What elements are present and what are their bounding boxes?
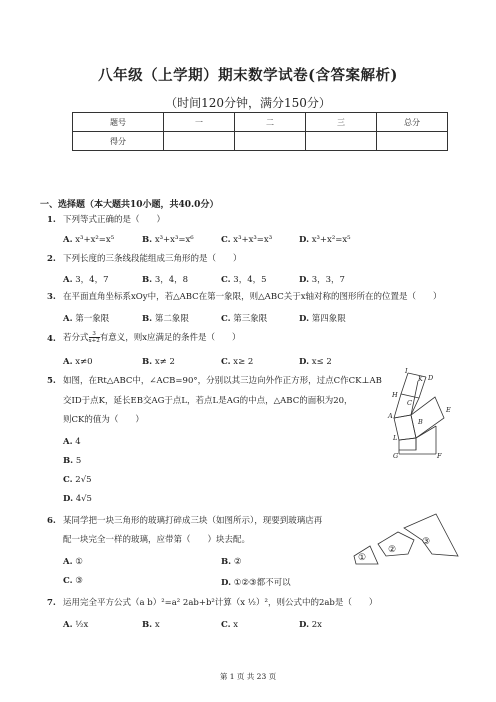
option-letter: D. [299, 357, 310, 367]
table-cell: 题号 [73, 113, 164, 132]
table-row [73, 113, 448, 132]
option-letter: C. [221, 235, 231, 245]
piece-label-1: ① [358, 553, 367, 563]
option-d[interactable] [299, 357, 332, 367]
table-row [73, 132, 448, 151]
question-number: 2. [47, 254, 56, 264]
square-ce [411, 397, 444, 438]
option-letter: B. [63, 456, 74, 466]
option-letter: B. [142, 275, 153, 285]
table-cell [306, 132, 377, 151]
option-text: 2√5 [75, 475, 92, 485]
question-text: 在平面直角坐标系xOy中，若△ABC在第一象限，则△ABC关于x轴对称的图形所在的位置是（ ） [63, 292, 442, 302]
option-text: x³+x²=x⁵ [75, 235, 115, 245]
option-text: x³+x²=x⁵ [311, 235, 351, 245]
option-text: 第三象限 [233, 314, 268, 324]
option-d[interactable] [299, 273, 345, 285]
label-b: B [418, 418, 423, 426]
option-text: 4√5 [75, 494, 92, 504]
table-cell [235, 132, 306, 151]
option-letter: A. [63, 275, 73, 285]
piece-label-2: ② [388, 545, 397, 555]
option-text: x³+x³=x⁶ [154, 235, 194, 245]
option-text: 5 [75, 456, 82, 466]
option-text: x≥ 2 [233, 357, 254, 367]
option-text: ①②③都不可以 [233, 578, 291, 588]
option-a[interactable] [63, 312, 109, 324]
option-b[interactable] [142, 620, 160, 630]
option-text: 3，3，7 [311, 275, 345, 285]
question-text-line: 某同学把一块三角形的玻璃打碎成三块（如图所示），现要到玻璃店再 [63, 516, 323, 526]
option-letter: B. [142, 620, 153, 630]
question-number: 1. [47, 215, 56, 225]
option-b[interactable] [142, 273, 188, 285]
option-letter: B. [142, 357, 153, 367]
option-text: 第二象限 [154, 314, 189, 324]
option-text: ② [233, 557, 242, 567]
edge [411, 381, 418, 415]
edge [401, 373, 408, 394]
option-d[interactable] [221, 576, 291, 588]
option-a[interactable] [63, 235, 114, 245]
option-text: x≠0 [75, 357, 93, 367]
option-letter: C. [221, 620, 231, 630]
option-text: 3，4，7 [75, 275, 109, 285]
square-ag [399, 438, 416, 450]
option-letter: D. [221, 578, 232, 588]
table-cell: 得分 [73, 132, 164, 151]
option-text: ① [75, 557, 83, 567]
option-letter: D. [299, 620, 310, 630]
question-number: 5. [47, 376, 56, 386]
option-b[interactable] [142, 235, 194, 245]
table-cell [377, 132, 448, 151]
edge [416, 426, 436, 438]
table-cell: 一 [164, 113, 235, 132]
table-cell: 三 [306, 113, 377, 132]
option-c[interactable] [221, 235, 272, 245]
option-c[interactable] [63, 475, 92, 485]
option-letter: C. [221, 357, 231, 367]
option-text: x³+x³=x³ [233, 235, 273, 245]
page-title: 八年级（上学期）期末数学试卷(含答案解析) [98, 67, 398, 84]
edge [408, 373, 426, 377]
question-text: 下列等式正确的是（ ） [63, 215, 166, 225]
option-letter: A. [63, 314, 73, 324]
option-letter: A. [63, 557, 73, 567]
label-k: K [418, 375, 423, 383]
label-a: A [388, 412, 393, 420]
question-text-line: 则CK的值为（ ） [63, 415, 144, 425]
question-text-line: 配一块完全一样的玻璃，应带第（ ）块去配。 [63, 535, 251, 545]
label-e: E [446, 406, 451, 414]
broken-glass-figure [352, 510, 462, 566]
option-text: x≤ 2 [311, 357, 332, 367]
table-cell: 二 [235, 113, 306, 132]
option-letter: C. [63, 475, 73, 485]
option-text: 第一象限 [75, 314, 110, 324]
label-c: C [407, 399, 412, 407]
option-letter: D. [63, 494, 74, 504]
option-c[interactable] [221, 620, 238, 630]
table-cell: 总分 [377, 113, 448, 132]
option-d[interactable] [299, 312, 346, 324]
option-b[interactable] [221, 557, 241, 567]
question-text: 下列长度的三条线段能组成三角形的是（ ） [63, 254, 242, 264]
option-c[interactable] [221, 312, 267, 324]
option-letter: A. [63, 620, 73, 630]
option-b[interactable] [142, 357, 175, 367]
option-letter: B. [221, 557, 232, 567]
fraction-denominator: x+2 [88, 338, 100, 344]
fraction-numerator: 3 [89, 331, 100, 338]
option-letter: D. [299, 275, 310, 285]
option-letter: A. [63, 357, 73, 367]
option-letter: C. [63, 576, 73, 586]
option-letter: B. [142, 314, 153, 324]
table-cell [164, 132, 235, 151]
option-a[interactable] [63, 273, 109, 285]
option-a[interactable] [63, 620, 88, 630]
fraction [89, 331, 100, 344]
piece-label-3: ③ [422, 537, 431, 547]
option-letter: D. [299, 314, 310, 324]
label-d: D [428, 374, 434, 382]
label-f: F [437, 452, 442, 458]
section-heading: 一、选择题（本大题共10小题，共40.0分） [40, 200, 219, 210]
option-a[interactable] [63, 357, 93, 367]
score-table [72, 112, 448, 151]
page-subtitle: （时间120分钟，满分150分） [165, 96, 331, 110]
question-text-line: 如图，在Rt△ABC中，∠ACB=90°，分别以其三边向外作正方形，过点C作CK⊥AB [63, 376, 382, 386]
option-d[interactable] [63, 494, 92, 504]
option-letter: A. [63, 437, 73, 447]
option-text: 第四象限 [311, 314, 346, 324]
option-text: x [233, 620, 239, 630]
geometry-figure-squares [378, 368, 474, 458]
question-number: 6. [47, 516, 56, 526]
option-letter: A. [63, 235, 73, 245]
option-text: x≠ 2 [154, 357, 175, 367]
glass-piece-3 [404, 514, 458, 556]
question-text [63, 331, 241, 344]
option-b[interactable] [142, 312, 189, 324]
option-letter: D. [299, 235, 310, 245]
label-l: L [393, 434, 398, 442]
label-h: H [392, 391, 398, 399]
option-a[interactable] [63, 557, 83, 567]
option-letter: B. [142, 235, 153, 245]
option-text: ③ [75, 576, 83, 586]
question-text-post: 有意义，则x应满足的条件是（ ） [99, 333, 241, 343]
option-a[interactable] [63, 437, 81, 447]
question-text: 运用完全平方公式（a b）²=a² 2ab+b²计算（x ½）²，则公式中的2ab是（ ） [63, 598, 378, 608]
option-text: 3，4，8 [154, 275, 189, 285]
option-text: ½x [75, 620, 89, 630]
question-text-pre: 若分式 [63, 333, 89, 343]
option-c[interactable] [63, 576, 83, 586]
option-c[interactable] [221, 273, 267, 285]
option-c[interactable] [221, 357, 253, 367]
option-text: x [154, 620, 160, 630]
option-b[interactable] [63, 456, 81, 466]
label-g: G [393, 452, 399, 458]
question-number: 7. [47, 598, 56, 608]
label-i: I [405, 368, 408, 375]
question-number: 3. [47, 292, 56, 302]
question-text-line: 交ID于点K，延长EB交AG于点L，若点L是AG的中点，△ABC的面积为20， [63, 396, 353, 406]
option-text: 4 [75, 437, 81, 447]
page-footer: 第 1 页 共 23 页 [219, 672, 277, 681]
option-text: 3，4，5 [233, 275, 267, 285]
option-d[interactable] [299, 620, 322, 630]
option-letter: C. [221, 314, 231, 324]
option-d[interactable] [299, 235, 351, 245]
option-text: 2x [311, 620, 322, 630]
option-letter: C. [221, 275, 231, 285]
question-number: 4. [47, 334, 56, 344]
